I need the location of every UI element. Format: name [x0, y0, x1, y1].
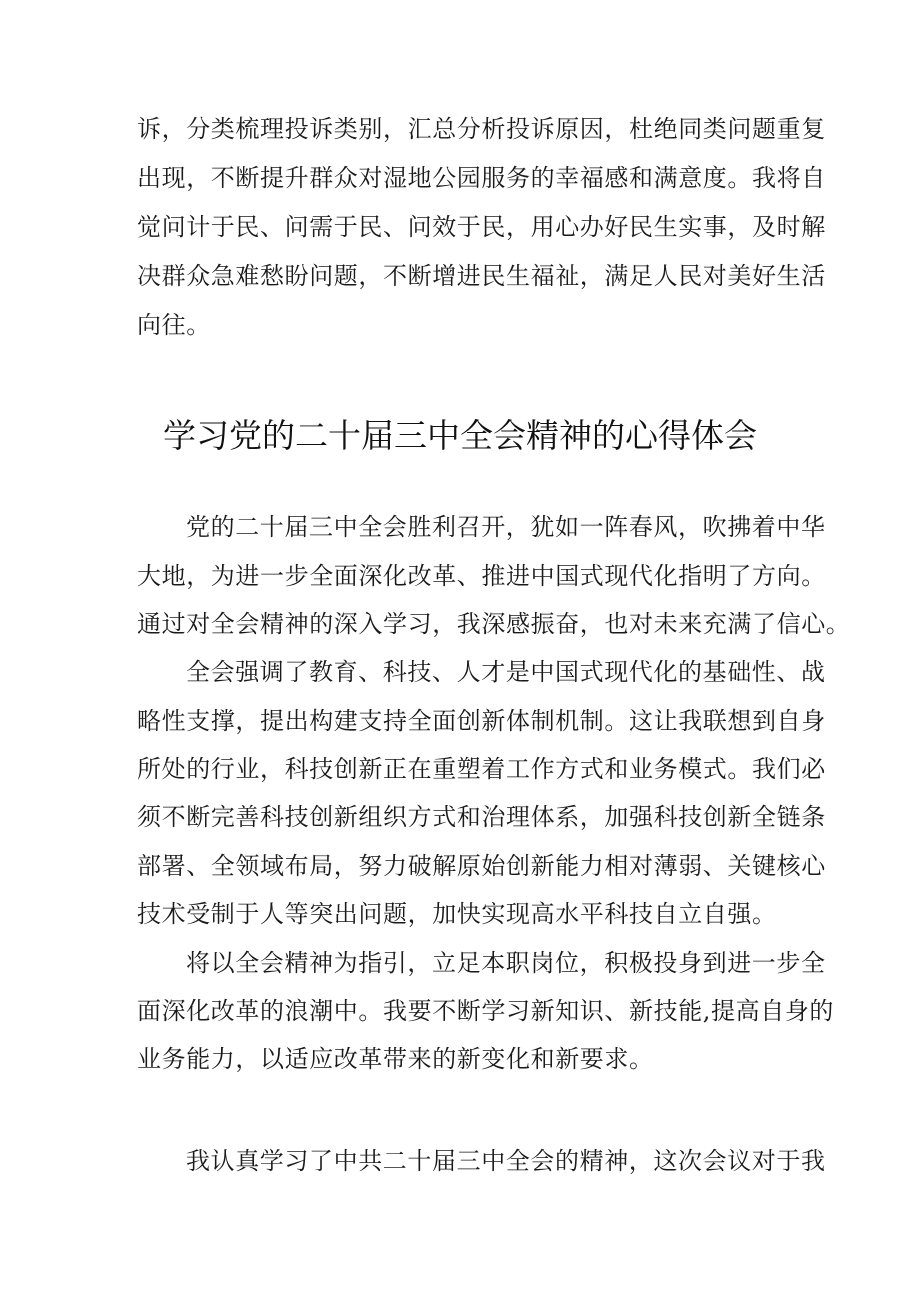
text-line: 诉，分类梳理投诉类别，汇总分析投诉原因，杜绝同类问题重复 [137, 115, 826, 143]
text-line: 技术受制于人等突出问题，加快实现高水平科技自立自强。 [137, 900, 777, 928]
text-line: 党的二十届三中全会胜利召开，犹如一阵春风，吹拂着中华 [186, 513, 826, 541]
text-line: 将以全会精神为指引，立足本职岗位，积极投身到进一步全 [186, 949, 826, 977]
text-line: 出现，不断提升群众对湿地公园服务的幸福感和满意度。我将自 [137, 164, 826, 192]
text-line: 向往。 [137, 311, 211, 339]
text-line: 大地，为进一步全面深化改革、推进中国式现代化指明了方向。 [137, 562, 826, 590]
text-line: 全会强调了教育、科技、人才是中国式现代化的基础性、战 [186, 658, 826, 686]
text-line: 业务能力，以适应改革带来的新变化和新要求。 [137, 1045, 654, 1073]
text-line: 我认真学习了中共二十届三中全会的精神，这次会议对于我 [186, 1147, 826, 1175]
text-line: 决群众急难愁盼问题，不断增进民生福祉，满足人民对美好生活 [137, 262, 826, 290]
text-line: 部署、全领域布局，努力破解原始创新能力相对薄弱、关键核心 [137, 852, 826, 880]
text-line: 觉问计于民、问需于民、问效于民，用心办好民生实事，及时解 [137, 213, 826, 241]
text-line: 略性支撑，提出构建支持全面创新体制机制。这让我联想到自身 [137, 707, 826, 735]
text-line: 通过对全会精神的深入学习，我深感振奋，也对未来充满了信心。 [137, 610, 851, 638]
article-title: 学习党的二十届三中全会精神的心得体会 [163, 416, 757, 455]
text-line: 所处的行业，科技创新正在重塑着工作方式和业务模式。我们必 [137, 755, 826, 783]
text-line: 面深化改革的浪潮中。我要不断学习新知识、新技能,提高自身的 [137, 997, 835, 1025]
text-line: 须不断完善科技创新组织方式和治理体系，加强科技创新全链条 [137, 803, 826, 831]
